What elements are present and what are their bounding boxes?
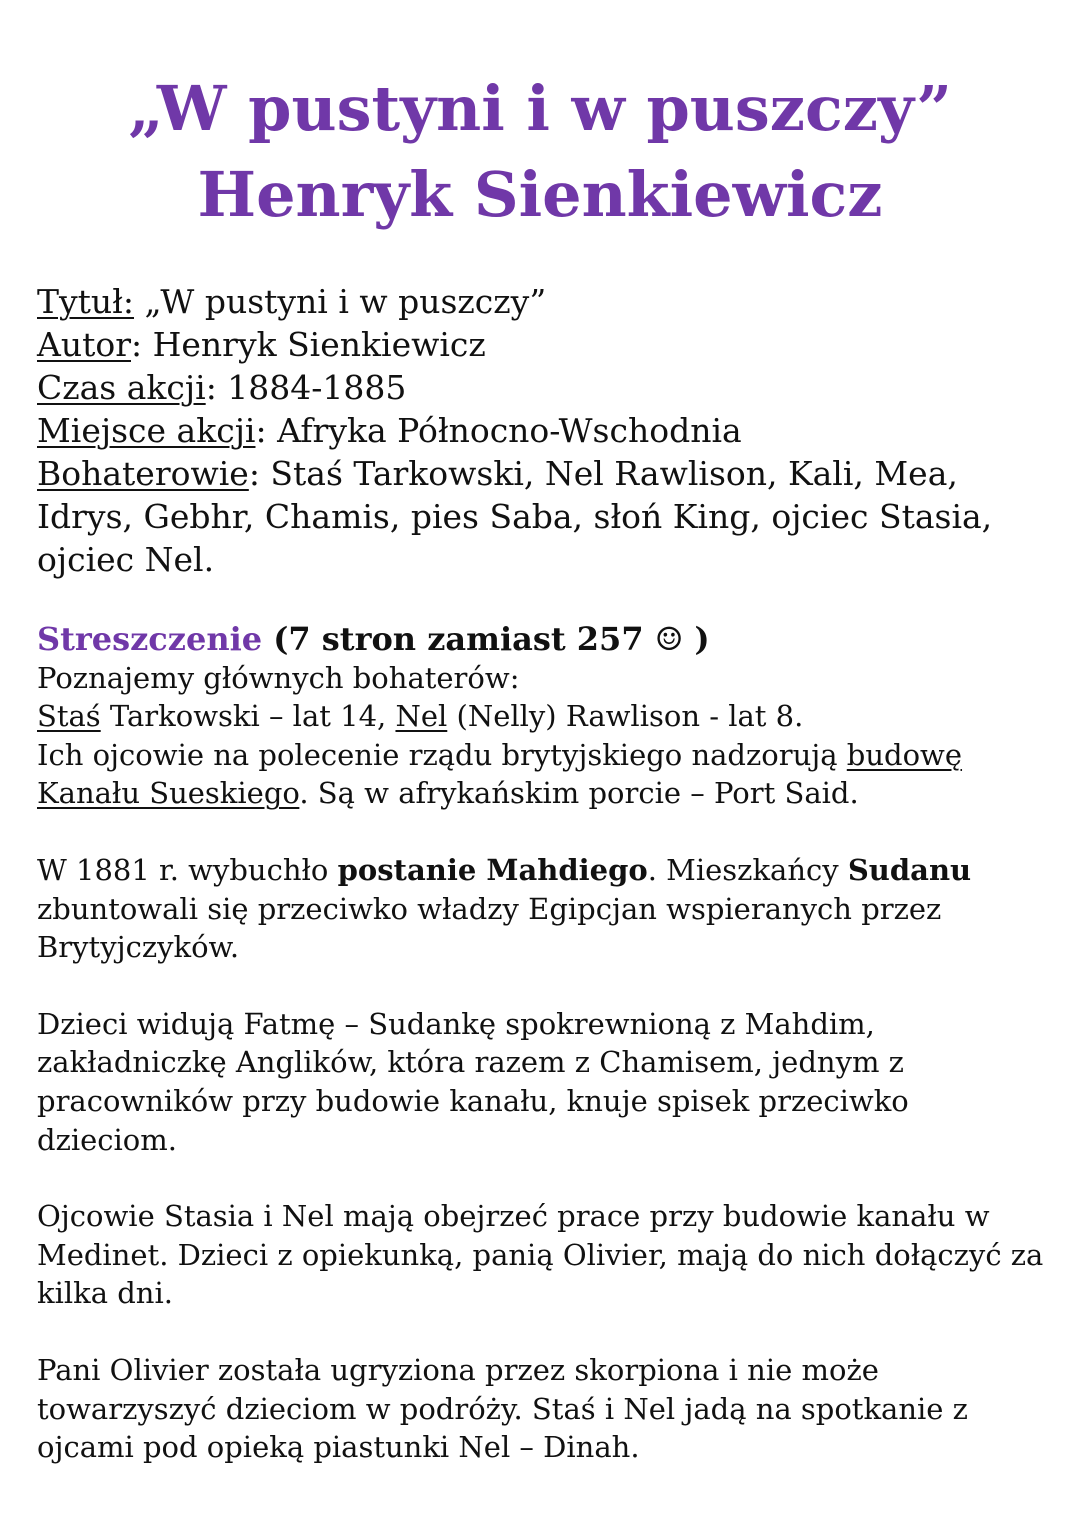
author-label: Autor bbox=[37, 325, 131, 364]
title-line-1: „W pustyni i w puszczy” bbox=[128, 72, 952, 145]
summary-subheading-prefix: (7 stron zamiast 257 bbox=[262, 620, 655, 658]
characters-value: : Staś Tarkowski, Nel Rawlison, Kali, Mea, Idrys, Gebhr, Chamis, pies Saba, słoń King, ojciec Stasia, ojciec Nel. bbox=[37, 454, 993, 579]
author-value: : Henryk Sienkiewicz bbox=[131, 325, 486, 364]
paragraph-2 bbox=[37, 851, 1047, 967]
suez-canal-text: budowę Kanału Sueskiego bbox=[37, 737, 963, 811]
info-place-row bbox=[37, 409, 1047, 452]
title-line-2: Henryk Sienkiewicz bbox=[197, 158, 883, 231]
info-author-row bbox=[37, 323, 1047, 366]
book-info bbox=[37, 280, 1047, 581]
mahdi-uprising-text: postanie Mahdiego bbox=[337, 852, 648, 887]
paragraph-4: Ojcowie Stasia i Nel mają obejrzeć prace przy budowie kanału w Medinet. Dzieci z opiekunką, panią Olivier, mają do nich dołączyć za kilka dni. bbox=[37, 1199, 1044, 1311]
paragraph-1-line-2 bbox=[37, 697, 1047, 736]
stas-name: Staś bbox=[37, 699, 101, 734]
paragraph-2-end: zbuntowali się przeciwko władzy Egipcjan wspieranych przez Brytyjczyków. bbox=[37, 891, 942, 965]
paragraph-1-line-1: Poznajemy głównych bohaterów: bbox=[37, 660, 520, 695]
smiley-icon: ☺ bbox=[654, 620, 684, 658]
title-value: „W pustyni i w puszczy” bbox=[134, 282, 547, 321]
summary-heading bbox=[37, 620, 1047, 659]
paragraph-1-mid: Tarkowski – lat 14, bbox=[100, 699, 396, 734]
title-label: Tytuł: bbox=[37, 282, 134, 321]
paragraph-2-mid: . Mieszkańcy bbox=[647, 852, 848, 887]
time-label: Czas akcji bbox=[37, 368, 206, 407]
info-characters-row bbox=[37, 452, 1047, 581]
paragraph-3: Dzieci widują Fatmę – Sudankę spokrewnioną z Mahdim, zakładniczkę Anglików, która razem z Chamisem, jednym z pracowników przy budowie kanału, knuje spisek przeciwko dzieciom. bbox=[37, 1006, 909, 1157]
summary-section bbox=[37, 620, 1047, 1505]
paragraph-1-line-3-end: . Są w afrykańskim porcie – Port Said. bbox=[299, 776, 859, 811]
page-title bbox=[0, 66, 1080, 238]
place-value: : Afryka Północno-Wschodnia bbox=[255, 411, 742, 450]
nel-name: Nel bbox=[395, 699, 448, 734]
paragraph-5: Pani Olivier została ugryziona przez skorpiona i nie może towarzyszyć dzieciom w podróży. Staś i Nel jadą na spotkanie z ojcami pod opieką piastunki Nel – Dinah. bbox=[37, 1352, 968, 1465]
paragraph-1-line-3 bbox=[37, 736, 1047, 813]
place-label: Miejsce akcji bbox=[37, 411, 256, 450]
time-value: : 1884-1885 bbox=[205, 368, 407, 407]
summary-subheading-suffix: ) bbox=[683, 620, 710, 658]
paragraph-1-end: (Nelly) Rawlison - lat 8. bbox=[447, 699, 804, 734]
sudan-text: Sudanu bbox=[847, 852, 972, 887]
info-title-row bbox=[37, 280, 1047, 323]
summary-heading-label: Streszczenie bbox=[37, 620, 263, 658]
info-time-row bbox=[37, 366, 1047, 409]
characters-label: Bohaterowie bbox=[37, 454, 249, 493]
paragraph-2-start: W 1881 r. wybuchło bbox=[37, 852, 338, 887]
paragraph-1-line-3-start: Ich ojcowie na polecenie rządu brytyjskiego nadzorują bbox=[37, 737, 847, 772]
